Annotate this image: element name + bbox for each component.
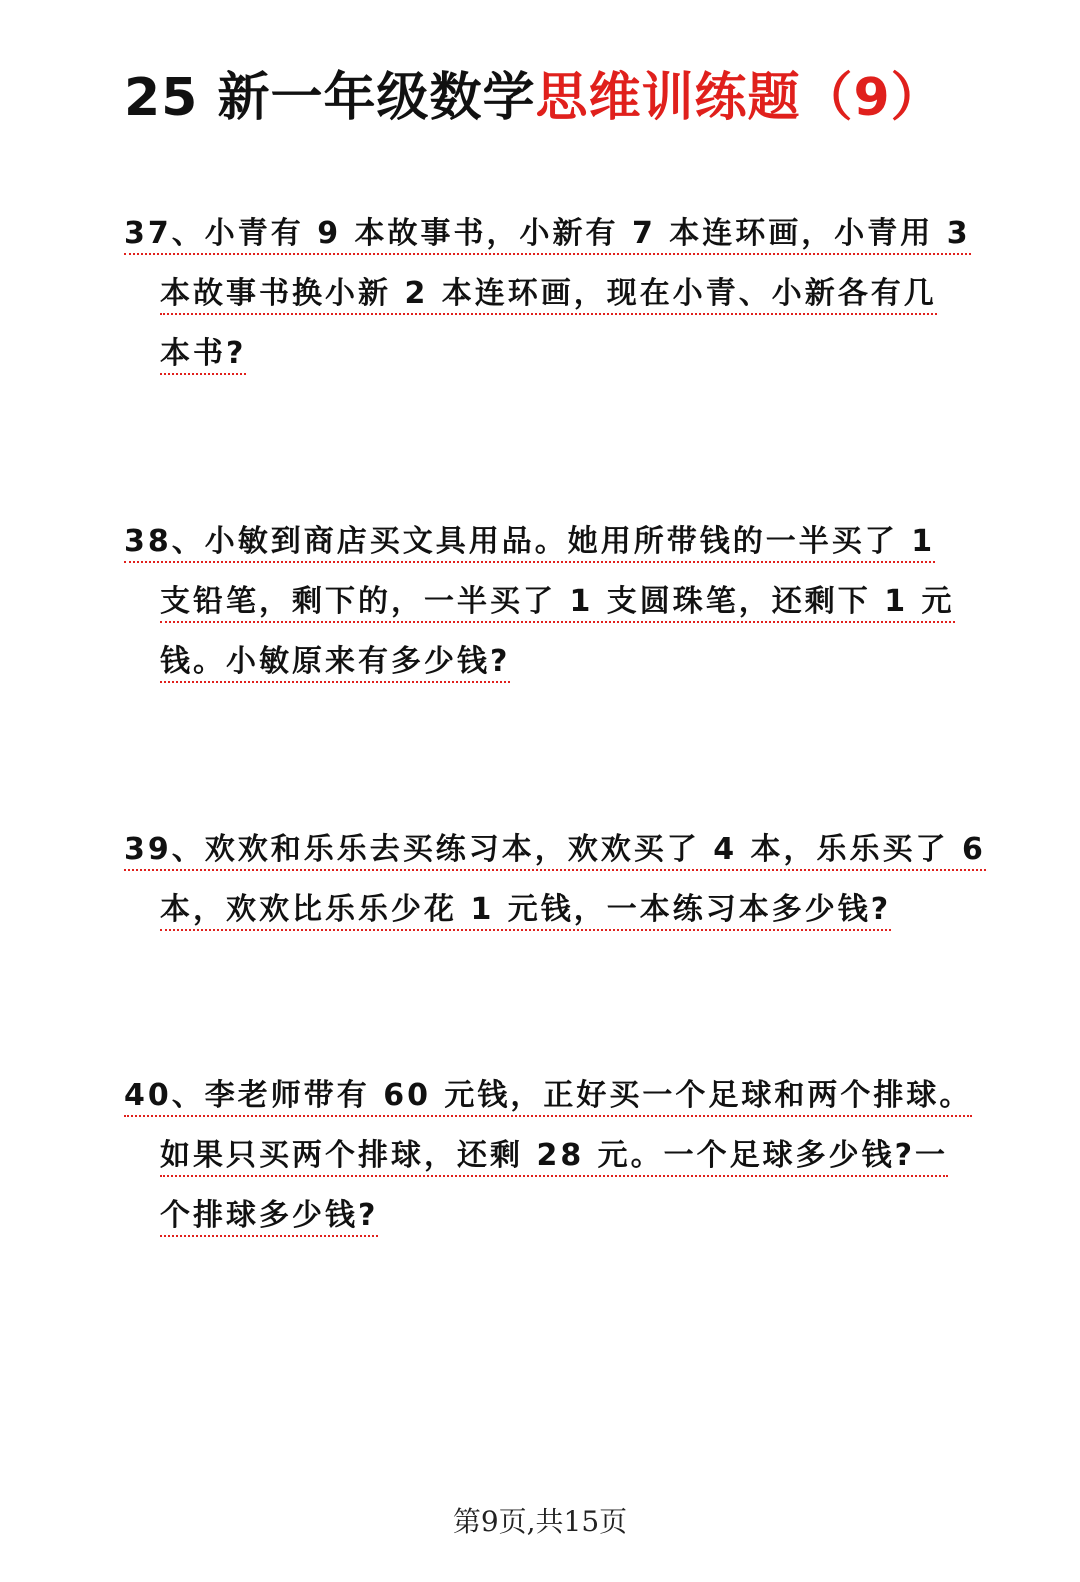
question-38 xyxy=(124,514,954,694)
question-text: 本故事书换小新 2 本连环画，现在小青、小新各有几 xyxy=(160,276,937,315)
question-line xyxy=(124,574,954,634)
question-text: 支铅笔，剩下的，一半买了 1 支圆珠笔，还剩下 1 元 xyxy=(160,584,955,623)
title-training-part: 思维训练题（9） xyxy=(535,68,944,128)
question-39 xyxy=(124,822,986,942)
question-text: 个排球多少钱? xyxy=(160,1198,378,1237)
question-text: 37、小青有 9 本故事书，小新有 7 本连环画，小青用 3 xyxy=(124,216,971,255)
question-line xyxy=(124,1188,954,1248)
question-text: 38、小敏到商店买文具用品。她用所带钱的一半买了 1 xyxy=(124,524,935,563)
question-40 xyxy=(124,1068,973,1248)
question-line xyxy=(124,514,954,574)
title-grade-part: 25 新一年级数学 xyxy=(124,68,536,128)
page-title xyxy=(124,62,944,134)
question-text: 本，欢欢比乐乐少花 1 元钱，一本练习本多少钱? xyxy=(160,892,891,931)
question-line xyxy=(124,326,954,386)
question-line xyxy=(124,882,954,942)
question-text: 本书? xyxy=(160,336,246,375)
question-line xyxy=(124,266,954,326)
question-line xyxy=(124,206,971,266)
question-line xyxy=(124,634,954,694)
question-text: 如果只买两个排球，还剩 28 元。一个足球多少钱?一 xyxy=(160,1138,948,1177)
question-line xyxy=(124,822,986,882)
question-text: 39、欢欢和乐乐去买练习本，欢欢买了 4 本，乐乐买了 6 xyxy=(124,832,986,871)
question-line xyxy=(124,1068,973,1128)
question-37 xyxy=(124,206,971,386)
question-text: 钱。小敏原来有多少钱? xyxy=(160,644,510,683)
question-line xyxy=(124,1128,954,1188)
question-text: 40、李老师带有 60 元钱，正好买一个足球和两个排球。 xyxy=(124,1078,972,1117)
page-number-footer: 第9页,共15页 xyxy=(452,1505,628,1538)
